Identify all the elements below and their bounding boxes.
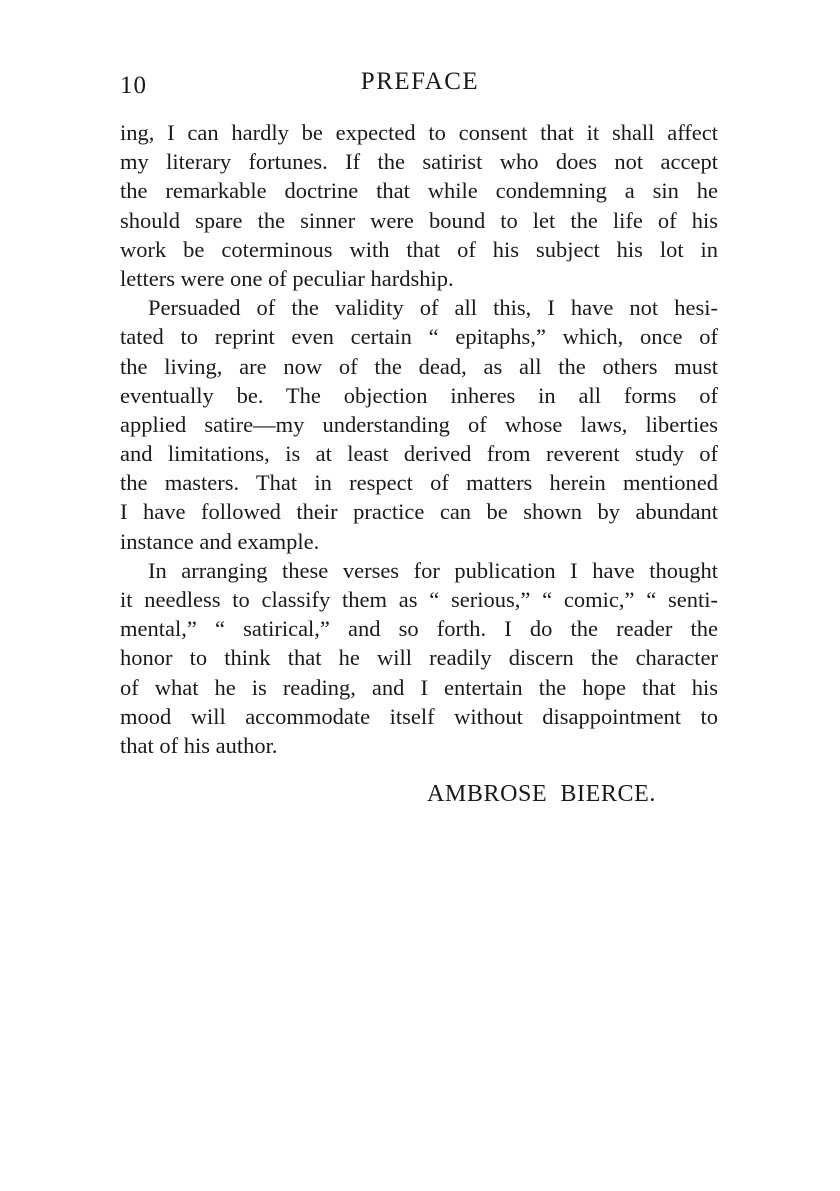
text-line: and limitations, is at least derived from reverent study of: [120, 441, 718, 467]
text-line: ing, I can hardly be expected to consent that it shall affect: [120, 120, 718, 145]
text-line: Persuaded of the validity of all this, I have not hesi-: [148, 295, 718, 321]
text-line: honor to think that he will readily discern the character: [120, 645, 718, 671]
text-line: In arranging these verses for publication I have thought: [148, 557, 718, 583]
text-line: mental,” “ satirical,” and so forth. I do the reader the: [120, 616, 718, 642]
text-line: should spare the sinner were bound to let the life of his: [120, 207, 718, 233]
text-line: mood will accommodate itself without disappointment to: [120, 703, 718, 729]
text-line: tated to reprint even certain “ epitaphs,” which, once of: [120, 324, 718, 350]
running-head-title: PREFACE: [360, 68, 480, 95]
text-line: my literary fortunes. If the satirist who does not accept: [120, 149, 718, 175]
text-line: that of his author.: [120, 732, 278, 758]
text-line: of what he is reading, and I entertain the hope that his: [120, 674, 718, 700]
text-line: the living, are now of the dead, as all the others must: [120, 353, 718, 379]
preface-body: [120, 118, 718, 760]
text-line: the remarkable doctrine that while condemning a sin he: [120, 178, 718, 204]
text-line: letters were one of peculiar hardship.: [120, 265, 454, 291]
text-line: work be coterminous with that of his subject his lot in: [120, 236, 718, 262]
text-line: eventually be. The objection inheres in all forms of: [120, 382, 718, 408]
author-signature: AMBROSE BIERCE.: [427, 781, 656, 807]
text-line: I have followed their practice can be shown by abundant: [120, 499, 718, 525]
text-line: it needless to classify them as “ serious,” “ comic,” “ senti-: [120, 587, 718, 612]
text-line: the masters. That in respect of matters herein mentioned: [120, 470, 718, 496]
text-line: instance and example.: [120, 528, 320, 554]
page-number: 10: [120, 72, 147, 99]
text-line: applied satire—my understanding of whose laws, liberties: [120, 411, 718, 437]
